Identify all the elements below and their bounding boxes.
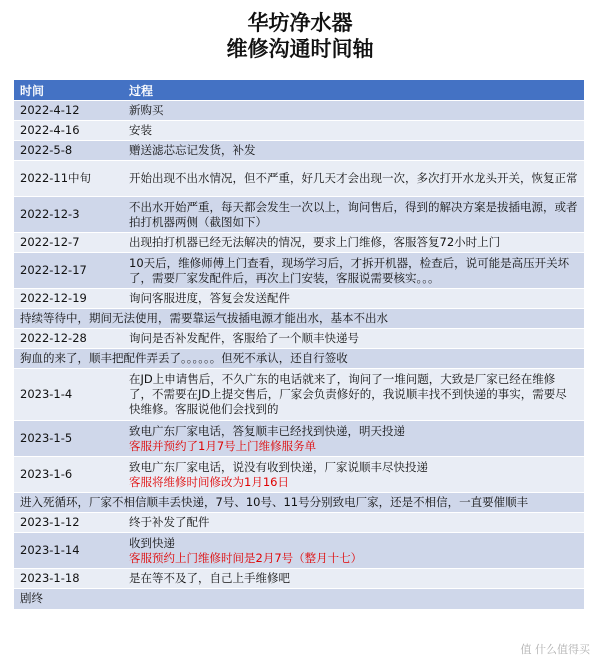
row-process-text: 不出水开始严重，每天都会发生一次以上，询问售后，得到的解决方案是拔插电源，或者拍打机器两侧（截图如下）	[129, 199, 578, 229]
row-process-text: 询问客服进度，答复会发送配件	[129, 291, 290, 305]
row-date: 2022-4-16	[14, 121, 123, 141]
row-date: 2023-1-14	[14, 533, 123, 569]
row-process-text: 在JD上申请售后，不久广东的电话就来了，询问了一堆问题，大致是厂家已经在维修了，不需要在JD上提交售后，厂家会负责修好的，我说顺丰找不到快递的事实，需要尽快维修。客服说他们会找到的	[129, 372, 567, 416]
table-row	[14, 349, 584, 369]
page-title: 华坊净水器	[247, 11, 353, 35]
table-row	[14, 369, 584, 421]
table-header-row	[14, 80, 584, 101]
row-process	[123, 457, 584, 493]
table-row	[14, 457, 584, 493]
row-process-text: 安装	[129, 123, 152, 137]
row-date: 2022-11中旬	[14, 161, 123, 197]
row-process-highlight: 客服并预约了1月7号上门维修服务单	[129, 438, 317, 453]
row-process	[123, 197, 584, 233]
row-process-text: 10天后，维修师傅上门查看，现场学习后，才拆开机器，检查后，说可能是高压开关坏了，需要厂家发配件后，再次上门安装，客服说需要核实。。。	[129, 255, 570, 285]
row-process	[123, 369, 584, 421]
column-header-process: 过程	[123, 80, 584, 101]
row-note: 狗血的来了，顺丰把配件弄丢了。。。。。。但死不承认，还自行签收	[14, 349, 584, 369]
row-note: 进入死循环，厂家不相信顺丰丢快递，7号、10号、11号分别致电厂家，还是不相信，一直要催顺丰	[14, 493, 584, 513]
table-row	[14, 253, 584, 289]
table-row	[14, 329, 584, 349]
row-date: 2022-12-19	[14, 289, 123, 309]
row-process-text: 出现拍打机器已经无法解决的情况，要求上门维修，客服答复72小时上门	[129, 235, 501, 249]
row-date: 2022-12-7	[14, 233, 123, 253]
row-process-text: 询问是否补发配件，客服给了一个顺丰快递号	[129, 331, 359, 345]
table-row	[14, 589, 584, 609]
table-row	[14, 197, 584, 233]
watermark-text: 值 什么值得买	[520, 643, 590, 656]
row-process-text: 致电广东厂家电话，说没有收到快递，厂家说顺丰尽快投递	[129, 459, 428, 474]
row-process	[123, 329, 584, 349]
table-row	[14, 493, 584, 513]
row-date: 2022-12-28	[14, 329, 123, 349]
row-process-text: 开始出现不出水情况，但不严重，好几天才会出现一次，多次打开水龙头开关，恢复正常	[129, 171, 578, 185]
timeline-table	[14, 80, 584, 609]
row-date: 2022-5-8	[14, 141, 123, 161]
row-process	[123, 421, 584, 457]
page-subtitle: 维修沟通时间轴	[226, 37, 374, 61]
row-process-text: 收到快递	[129, 535, 175, 550]
row-process-text: 赠送滤芯忘记发货，补发	[129, 143, 256, 157]
table-row	[14, 513, 584, 533]
row-process-text: 终于补发了配件	[129, 515, 210, 529]
table-row	[14, 569, 584, 589]
row-process-highlight: 客服预约上门维修时间是2月7号（整月十七）	[129, 550, 363, 565]
row-process	[123, 513, 584, 533]
table-row	[14, 309, 584, 329]
row-note: 剧终	[14, 589, 584, 609]
row-process	[123, 533, 584, 569]
row-process	[123, 289, 584, 309]
row-date: 2022-4-12	[14, 101, 123, 121]
row-date: 2022-12-3	[14, 197, 123, 233]
row-process	[123, 253, 584, 289]
row-date: 2022-12-17	[14, 253, 123, 289]
row-date: 2023-1-6	[14, 457, 123, 493]
row-process	[123, 121, 584, 141]
row-process	[123, 141, 584, 161]
column-header-time: 时间	[14, 80, 123, 101]
row-process	[123, 161, 584, 197]
row-process	[123, 569, 584, 589]
table-row	[14, 101, 584, 121]
row-date: 2023-1-5	[14, 421, 123, 457]
row-process-highlight: 客服将维修时间修改为1月16日	[129, 474, 289, 489]
row-process-text: 致电广东厂家电话，答复顺丰已经找到快递，明天投递	[129, 423, 405, 438]
row-process	[123, 233, 584, 253]
row-date: 2023-1-18	[14, 569, 123, 589]
table-row	[14, 141, 584, 161]
row-process-text: 是在等不及了，自己上手维修吧	[129, 571, 290, 585]
table-row	[14, 233, 584, 253]
row-process-text: 新购买	[129, 103, 164, 117]
row-date: 2023-1-4	[14, 369, 123, 421]
table-row	[14, 161, 584, 197]
table-row	[14, 533, 584, 569]
row-process	[123, 101, 584, 121]
table-row	[14, 121, 584, 141]
row-note: 持续等待中，期间无法使用，需要靠运气拔插电源才能出水，基本不出水	[14, 309, 584, 329]
table-row	[14, 421, 584, 457]
row-date: 2023-1-12	[14, 513, 123, 533]
table-row	[14, 289, 584, 309]
